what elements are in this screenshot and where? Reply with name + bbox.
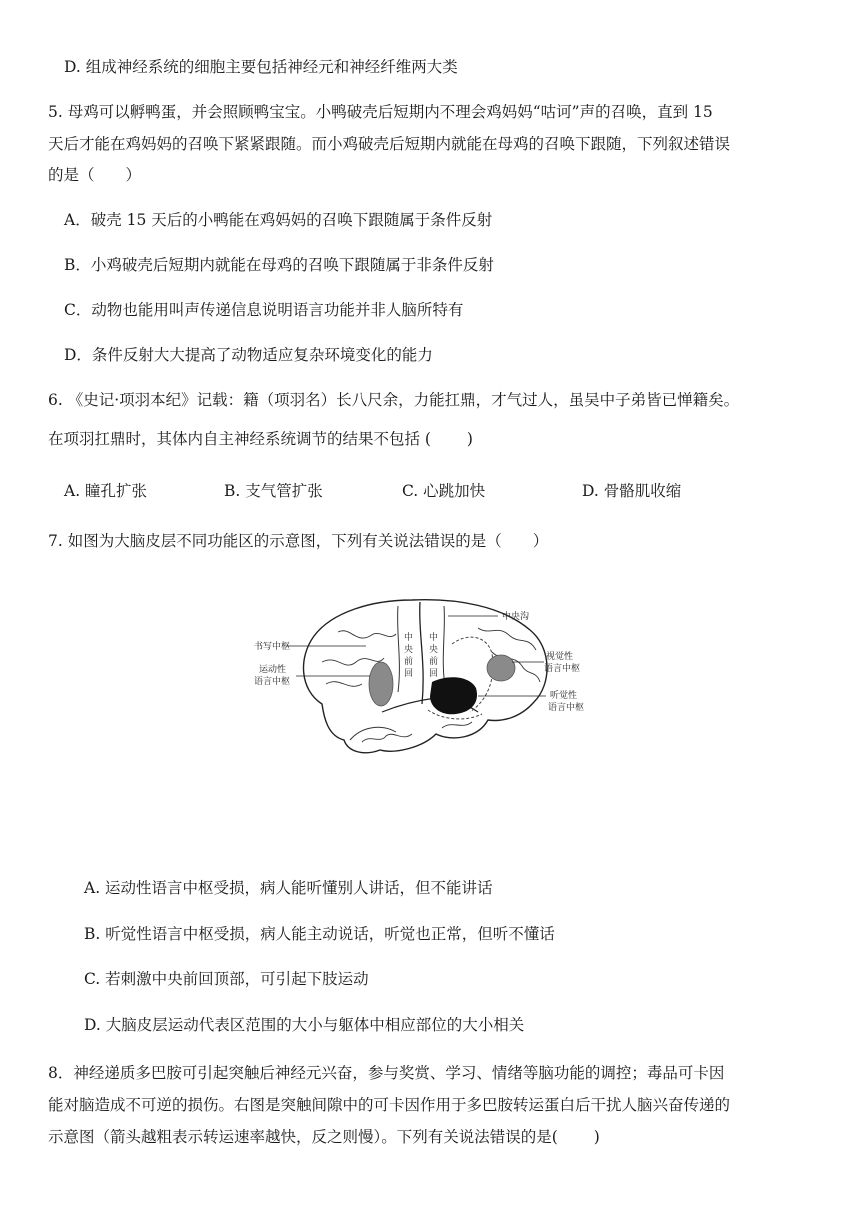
q6-option-a: A. 瞳孔扩张	[64, 482, 148, 500]
q8-stem-line-2: 能对脑造成不可逆的损伤。右图是突触间隙中的可卡因作用于多巴胺转运蛋白后干扰人脑兴奋传递的	[48, 1096, 731, 1114]
q7-stem: 7. 如图为大脑皮层不同功能区的示意图，下列有关说法错误的是（ ）	[48, 532, 549, 550]
label-motor-language-1: 运动性	[259, 665, 287, 675]
label-visual-language-2: 语言中枢	[544, 664, 581, 674]
q6-option-c: C. 心跳加快	[402, 482, 486, 500]
prev-option-d: D. 组成神经系统的细胞主要包括神经元和神经纤维两大类	[64, 58, 458, 76]
q8-stem-line-3: 示意图（箭头越粗表示转运速率越快，反之则慢）。下列有关说法错误的是( )	[48, 1128, 600, 1146]
q6-stem-line-2: 在项羽扛鼎时，其体内自主神经系统调节的结果不包括 ( )	[48, 430, 473, 448]
q7-option-d: D. 大脑皮层运动代表区范围的大小与躯体中相应部位的大小相关	[84, 1016, 525, 1034]
label-precentral-char-3: 前	[404, 657, 414, 667]
label-visual-language-1: 视觉性	[546, 652, 574, 662]
q5-stem-line-3: 的是（ ）	[48, 166, 142, 184]
label-motor-language-2: 语言中枢	[254, 677, 291, 687]
q5-stem-line-2: 天后才能在鸡妈妈的召唤下紧紧跟随。而小鸡破壳后短期内就能在母鸡的召唤下跟随，下列叙述错误	[48, 135, 731, 153]
q6-option-d: D. 骨骼肌收缩	[582, 482, 682, 500]
brain-cortex-figure	[252, 592, 592, 764]
q8-stem-line-1: 8．神经递质多巴胺可引起突触后神经元兴奋，参与奖赏、学习、情绪等脑功能的调控；毒品可卡因	[48, 1064, 725, 1082]
q5-stem-line-1: 5. 母鸡可以孵鸭蛋，并会照顾鸭宝宝。小鸭破壳后短期内不理会鸡妈妈“咕诃”声的召唤，直到 15	[48, 103, 713, 121]
label-postcentral-char-3: 前	[429, 657, 439, 667]
brain-diagram	[252, 592, 592, 764]
q5-option-c: C．动物也能用叫声传递信息说明语言功能并非人脑所特有	[64, 301, 464, 319]
q6-stem-line-1: 6. 《史记·项羽本纪》记载：籍（项羽名）长八尺余，力能扛鼎，才气过人，虽吴中子弟皆已惮籍矣。	[48, 391, 740, 409]
label-precentral-char-2: 央	[404, 645, 414, 655]
motor-language-area	[369, 662, 393, 706]
label-writing-center: 书写中枢	[254, 642, 291, 652]
q7-option-a: A. 运动性语言中枢受损，病人能听懂别人讲话，但不能讲话	[84, 879, 493, 897]
label-postcentral-char-1: 中	[429, 633, 439, 643]
label-precentral-char-1: 中	[404, 633, 414, 643]
q5-option-b: B．小鸡破壳后短期内就能在母鸡的召唤下跟随属于非条件反射	[64, 256, 494, 274]
label-postcentral-char-4: 回	[429, 669, 439, 679]
label-postcentral-char-2: 央	[429, 645, 439, 655]
label-precentral-char-4: 回	[404, 669, 414, 679]
label-central-sulcus: 中央沟	[502, 612, 530, 622]
q5-option-a: A．破壳 15 天后的小鸭能在鸡妈妈的召唤下跟随属于条件反射	[64, 211, 493, 229]
label-auditory-language-1: 听觉性	[550, 691, 578, 701]
q6-option-b: B. 支气管扩张	[224, 482, 323, 500]
label-auditory-language-2: 语言中枢	[548, 703, 585, 713]
visual-language-area	[487, 655, 515, 681]
auditory-language-area	[430, 677, 477, 714]
q5-option-d: D．条件反射大大提高了动物适应复杂环境变化的能力	[64, 346, 433, 364]
q7-option-b: B. 听觉性语言中枢受损，病人能主动说话，听觉也正常，但听不懂话	[84, 925, 555, 943]
q7-option-c: C. 若刺激中央前回顶部，可引起下肢运动	[84, 970, 369, 988]
